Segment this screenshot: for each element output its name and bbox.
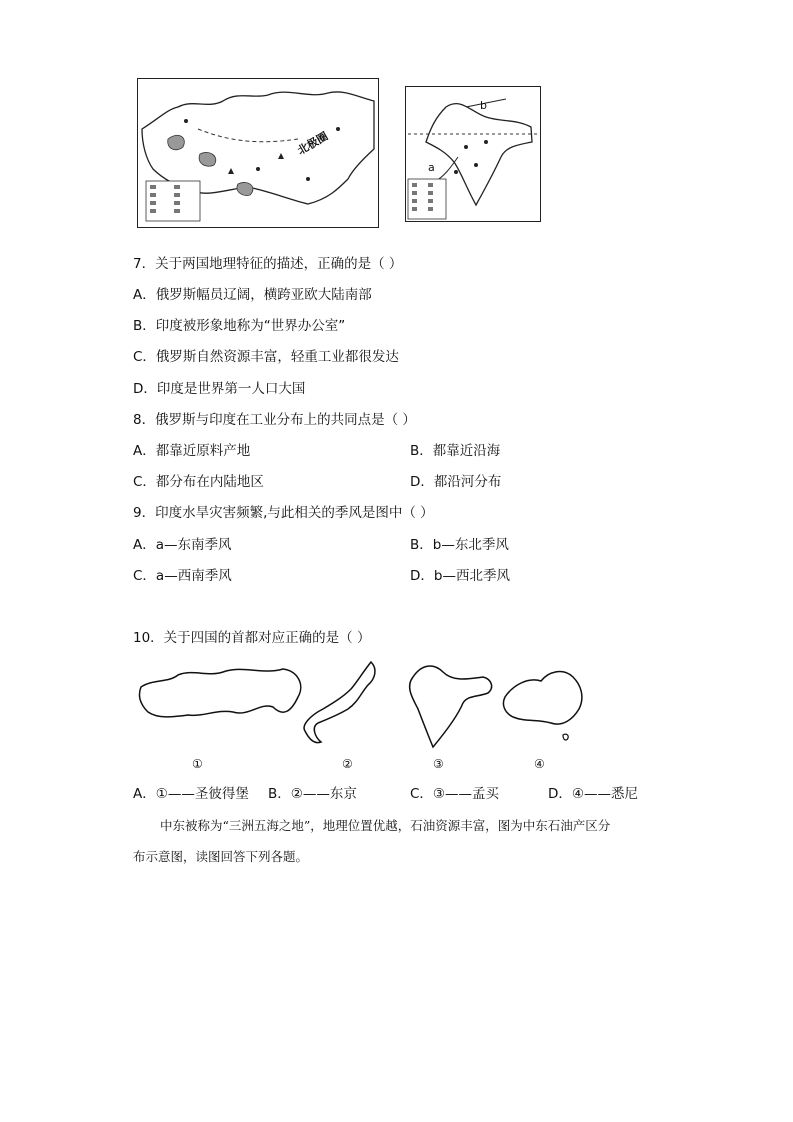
india-outline [410, 666, 492, 747]
q9-option-b[interactable]: B．b—东北季风 [410, 537, 509, 553]
country-outlines [133, 657, 593, 757]
q8-stem: 8．俄罗斯与印度在工业分布上的共同点是（ ） [133, 412, 416, 428]
japan-outline [304, 662, 375, 743]
q7-option-b[interactable]: B．印度被形象地称为“世界办公室” [133, 318, 346, 334]
india-map-label-b: b [480, 99, 487, 112]
india-map-label-a: a [428, 161, 435, 174]
india-map-drawing [406, 87, 540, 221]
shape-label-2: ② [342, 757, 353, 771]
q9-option-d[interactable]: D．b—西北季风 [410, 568, 510, 584]
q9-option-a[interactable]: A．a—东南季风 [133, 537, 232, 553]
india-monsoon-map [405, 86, 541, 222]
q7-option-d[interactable]: D．印度是世界第一人口大国 [133, 381, 306, 397]
q10-option-a[interactable]: A．①——圣彼得堡 [133, 786, 249, 802]
passage-line-2: 布示意图，读图回答下列各题。 [133, 849, 309, 864]
q8-option-d[interactable]: D．都沿河分布 [410, 474, 502, 490]
arctic-circle-label: 北极圈 [295, 129, 331, 158]
q7-option-a[interactable]: A．俄罗斯幅员辽阔，横跨亚欧大陆南部 [133, 287, 372, 303]
q10-stem: 10．关于四国的首都对应正确的是（ ） [133, 630, 371, 646]
q9-stem: 9．印度水旱灾害频繁,与此相关的季风是图中（ ） [133, 505, 434, 521]
q8-option-b[interactable]: B．都靠近沿海 [410, 443, 501, 459]
shape-label-3: ③ [433, 757, 444, 771]
q7-option-c[interactable]: C．俄罗斯自然资源丰富，轻重工业都很发达 [133, 349, 399, 365]
q8-option-a[interactable]: A．都靠近原料产地 [133, 443, 251, 459]
q7-stem: 7．关于两国地理特征的描述，正确的是（ ） [133, 256, 403, 272]
q8-option-c[interactable]: C．都分布在内陆地区 [133, 474, 264, 490]
q9-option-c[interactable]: C．a—西南季风 [133, 568, 232, 584]
q10-option-b[interactable]: B．②——东京 [268, 786, 357, 802]
russia-outline [139, 669, 300, 717]
russia-map-drawing [138, 79, 378, 227]
passage-line-1: 中东被称为“三洲五海之地”，地理位置优越，石油资源丰富，图为中东石油产区分 [160, 818, 611, 833]
australia-outline [503, 671, 581, 724]
shape-label-1: ① [192, 757, 203, 771]
q10-option-c[interactable]: C．③——孟买 [410, 786, 500, 802]
q10-option-d[interactable]: D．④——悉尼 [548, 786, 638, 802]
shape-label-4: ④ [534, 757, 545, 771]
russia-industry-map [137, 78, 379, 228]
